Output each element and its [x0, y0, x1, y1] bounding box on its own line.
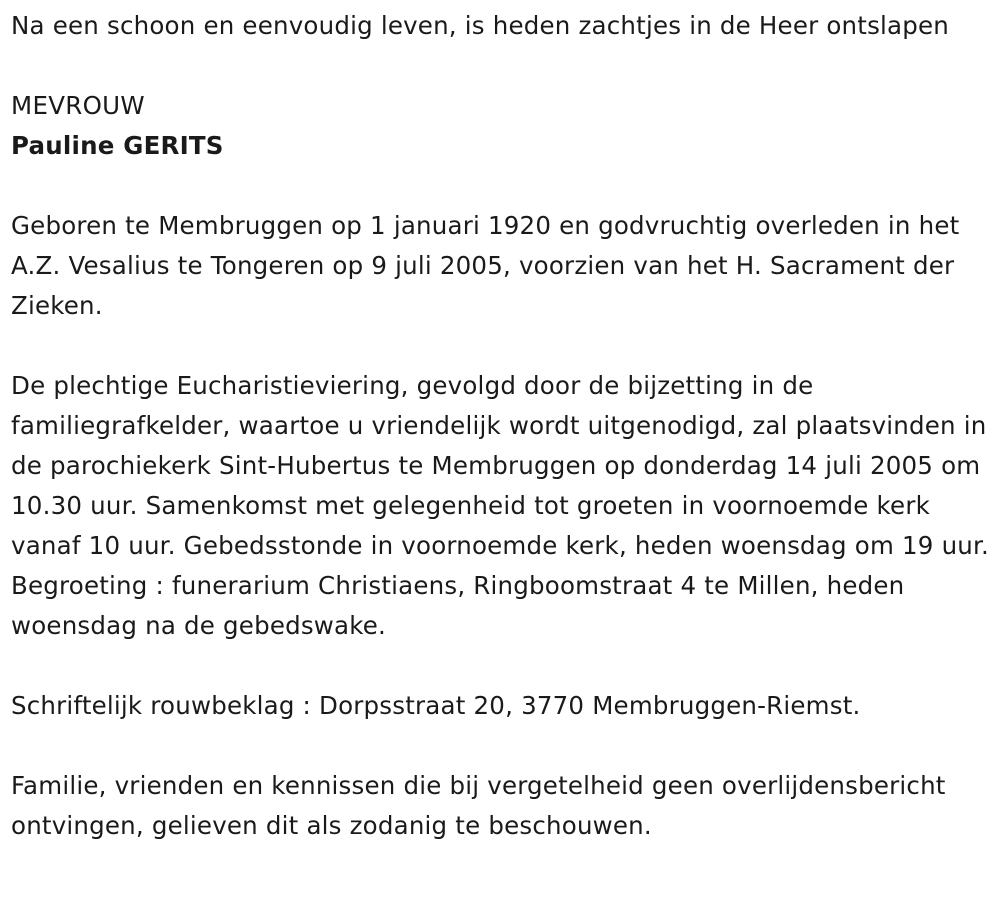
condolences-paragraph: Schriftelijk rouwbeklag : Dorpsstraat 20, 3770 Membruggen-Riemst.	[11, 691, 861, 720]
birth-death-paragraph: Geboren te Membruggen op 1 januari 1920 en godvruchtig overleden in het A.Z. Vesalius te Tongeren op 9 juli 2005, voorzien van het H. Sacrament der Zieken.	[11, 211, 960, 320]
spacer	[11, 726, 990, 766]
deceased-name: Pauline GERITS	[11, 131, 224, 160]
spacer	[11, 46, 990, 86]
ceremony-paragraph: De plechtige Eucharistieviering, gevolgd door de bijzetting in de familiegrafkelder, waartoe u vriendelijk wordt uitgenodigd, zal plaatsvinden in de parochiekerk Sint-Hubertus te Membruggen op donderdag 14 juli 2005 om 10.30 uur. Samenkomst met gelegenheid tot groeten in voornoemde kerk vanaf 10 uur. Gebedsstonde in voornoemde kerk, heden woensdag om 19 uur. Begroeting : funerarium Christiaens, Ringboomstraat 4 te Millen, heden woensdag na de gebedswake.	[11, 371, 990, 640]
closing-paragraph: Familie, vrienden en kennissen die bij vergetelheid geen overlijdensbericht ontvingen, gelieven dit als zodanig te beschouwen.	[11, 771, 946, 840]
spacer	[11, 166, 990, 206]
honorific-title: MEVROUW	[11, 91, 145, 120]
opening-paragraph: Na een schoon en eenvoudig leven, is heden zachtjes in de Heer ontslapen	[11, 11, 950, 40]
spacer	[11, 646, 990, 686]
spacer	[11, 326, 990, 366]
